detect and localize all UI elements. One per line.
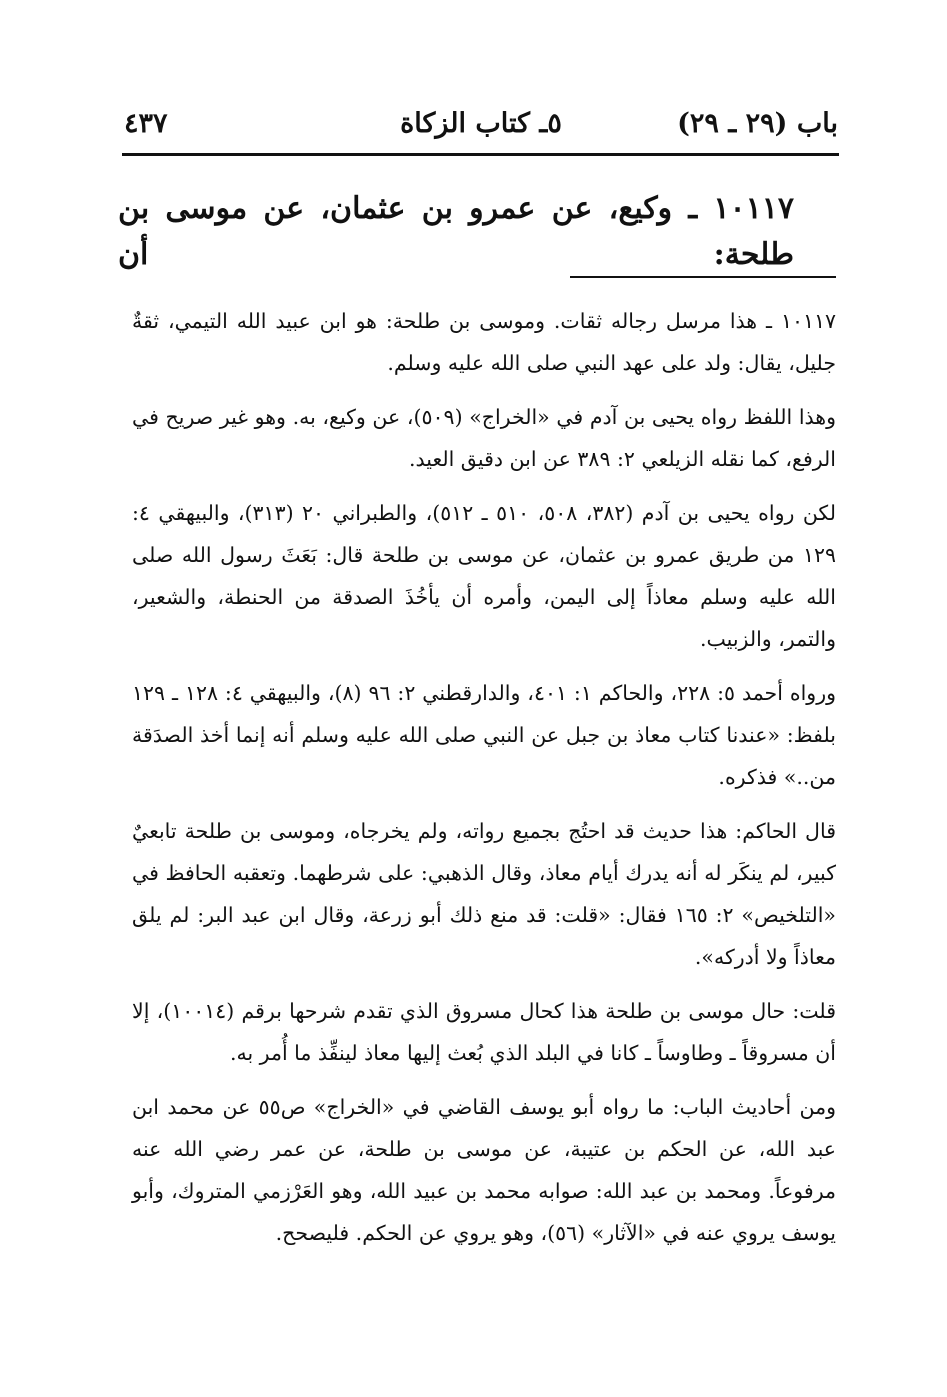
footnote-paragraph: وهذا اللفظ رواه يحيى بن آدم في «الخراج» (٥٠٩)، عن وكيع، به. وهو غير صريح في الرفع، كما نقله الزيلعي ٢: ٣٨٩ عن ابن دقيق العيد. xyxy=(132,405,836,471)
footnote-paragraph: ورواه أحمد ٥: ٢٢٨، والحاكم ١: ٤٠١، والدارقطني ٢: ٩٦ (٨)، والبيهقي ٤: ١٢٨ ـ ١٢٩ بلفظ: «عندنا كتاب معاذ بن جبل عن النبي صلى الله عليه وسلم أنه إنما أخذ الصدَقة من..» فذكره. xyxy=(132,681,836,789)
footnote-paragraph: ومن أحاديث الباب: ما رواه أبو يوسف القاضي في «الخراج» ص٥٥ عن محمد ابن عبد الله، عن الحكم بن عتيبة، عن موسى بن طلحة، عن عمر رضي الله عنه مرفوعاً. ومحمد بن عبد الله: صوابه محمد بن عبيد الله، وهو العَرْزمي المتروك، وأبو يوسف يروي عنه في «الآثار» (٥٦)، وهو يروي عن الحكم. فليصحح. xyxy=(132,1095,836,1245)
page-header xyxy=(124,104,838,150)
footnote-paragraph: قلت: حال موسى بن طلحة هذا كحال مسروق الذي تقدم شرحها برقم (١٠٠١٤)، إلا أن مسروقاً ـ وطاوساً ـ كانا في البلد الذي بُعث إليها معاذ لينفِّذ ما أُمر به. xyxy=(132,999,836,1065)
footnote-paragraph: لكن رواه يحيى بن آدم (٣٨٢، ٥٠٨، ٥١٠ ـ ٥١٢)، والطبراني ٢٠ (٣١٣)، والبيهقي ٤: ١٢٩ من طريق عمرو بن عثمان، عن موسى بن طلحة قال: بَعَثَ رسول الله صلى الله عليه وسلم معاذاً إلى اليمن، وأمره أن يأخُذَ الصدقة من الحنطة، والشعير، والتمر، والزبيب. xyxy=(132,501,836,651)
header-divider xyxy=(122,153,839,156)
footnotes xyxy=(132,300,836,1266)
hadith-text: ١٠١١٧ ـ وكيع، عن عمرو بن عثمان، عن موسى بن طلحة: أن xyxy=(118,191,794,272)
chapter-title: باب (٢٩ ـ ٢٩) xyxy=(677,108,838,139)
footnote-paragraph: ١٠١١٧ ـ هذا مرسل رجاله ثقات. وموسى بن طلحة: هو ابن عبيد الله التيمي، ثقةٌ جليل، يقال: ولد على عهد النبي صلى الله عليه وسلم. xyxy=(132,309,836,375)
book-title: ٥ـ كتاب الزكاة xyxy=(400,108,562,139)
footnote-paragraph: قال الحاكم: هذا حديث قد احتُج بجميع رواته، ولم يخرجاه، وموسى بن طلحة تابعيٌ كبير، لم ينكَر له أنه يدرك أيام معاذ، وقال الذهبي: على شرطهما. وتعقبه الحافظ في «التلخيص» ٢: ١٦٥ فقال: «قلت: قد منع ذلك أبو زرعة، وقال ابن عبد البر: لم يلق معاذاً ولا أدركه». xyxy=(132,819,836,969)
footnote-divider xyxy=(570,276,836,278)
page-number: ٤٣٧ xyxy=(124,108,168,139)
